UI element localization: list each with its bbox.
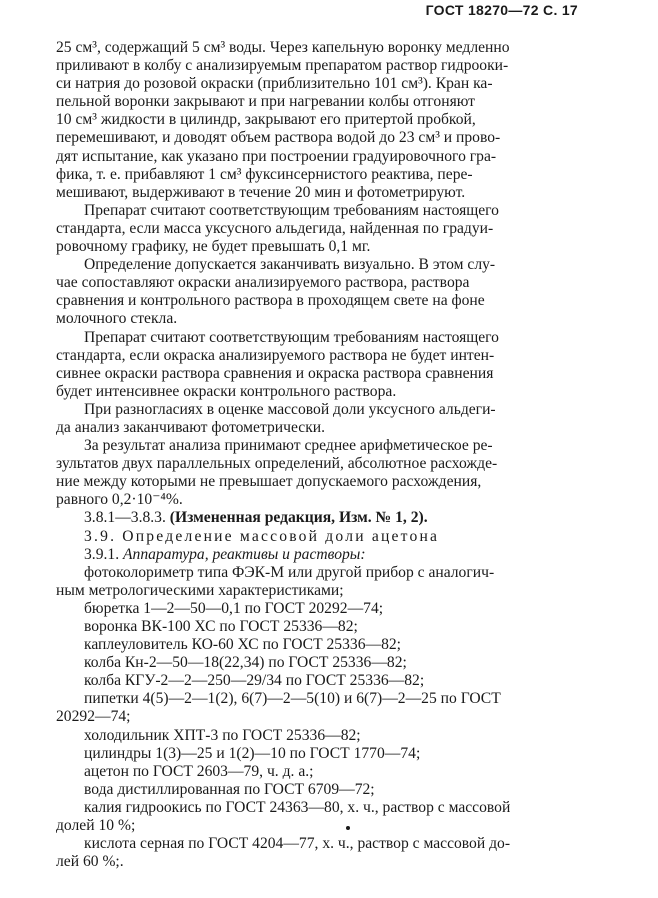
text-line: сравнения и контрольного раствора в проходящем свете на фоне — [56, 292, 485, 310]
paragraph — [56, 437, 576, 509]
text-line: зультатов двух параллельных определений, абсолютное расхожде- — [56, 455, 498, 473]
text-line: 10 см³ жидкости в цилиндр, закрывают его притертой пробкой, — [56, 111, 476, 129]
equipment-item: фотоколориметр типа ФЭК-М или другой прибор с аналогич- — [84, 563, 495, 581]
section-3-9-heading: 3.9. Определение массовой доли ацетона — [84, 527, 440, 545]
equipment-item: долей 10 %; — [56, 817, 136, 835]
text-line: 25 см³, содержащий 5 см³ воды. Через капельную воронку медленно — [56, 39, 510, 56]
text-line: равного 0,2·10⁻⁴%. — [56, 491, 183, 509]
text-line: мешивают, выдерживают в течение 20 мин и фотометрируют. — [56, 183, 466, 201]
text-line: молочного стекла. — [56, 310, 178, 328]
text-line: да анализ заканчивают фотометрически. — [56, 418, 326, 436]
equipment-item: лей 60 %;. — [56, 853, 124, 871]
text-line: приливают в колбу с анализируемым препаратом раствор гидрооки- — [56, 57, 509, 75]
equipment-item: кислота серная по ГОСТ 4204—77, х. ч., раствор с массовой до- — [84, 835, 511, 853]
amendment-note: (Измененная редакция, Изм. № 1, 2). — [169, 509, 428, 527]
text-line: Препарат считают соответствующим требованиям настоящего — [84, 201, 499, 219]
page-dot-mark — [346, 826, 350, 830]
text-line: дят испытание, как указано при построении градуировочного гра- — [56, 147, 497, 165]
text-line: ние между которыми не превышает допускаемого расхождения, — [56, 473, 482, 491]
paragraphs-container — [56, 39, 576, 509]
equipment-item: колба Кн-2—50—18(22,34) по ГОСТ 25336—82; — [84, 654, 407, 672]
paragraph — [56, 39, 576, 202]
equipment-item: каплеуловитель КО-60 ХС по ГОСТ 25336—82; — [84, 636, 402, 654]
equipment-item: воронка ВК-100 ХС по ГОСТ 25336—82; — [84, 618, 358, 635]
equipment-item: калия гидроокись по ГОСТ 24363—80, х. ч., раствор с массовой — [84, 798, 511, 816]
text-line: Препарат считают соответствующим требованиям настоящего — [84, 328, 499, 346]
equipment-item: бюретка 1—2—50—0,1 по ГОСТ 20292—74; — [84, 599, 384, 617]
section-3-9-1 — [56, 546, 576, 564]
equipment-item: ацетон по ГОСТ 2603—79, ч. д. а.; — [84, 762, 314, 780]
text-line: При разногласиях в оценке массовой доли уксусного альдеги- — [84, 400, 496, 418]
text-line: чае сопоставляют окраски анализируемого раствора, раствора — [56, 274, 470, 292]
text-line: ровочному графику, не будет превышать 0,1 мг. — [56, 238, 371, 256]
text-line: фика, т. е. прибавляют 1 см³ фуксинсернистого реактива, пере- — [56, 165, 473, 183]
text-line: За результат анализа принимают среднее арифметическое ре- — [84, 437, 493, 455]
text-line: перемешивают, и доводят объем раствора водой до 23 см³ и прово- — [56, 129, 501, 147]
document-body — [56, 39, 576, 871]
paragraph — [56, 329, 576, 401]
equipment-item: ным метрологическими характеристиками; — [56, 581, 344, 599]
text-line: будет интенсивнее окраски контрольного раствора. — [56, 382, 397, 400]
equipment-item: 20292—74; — [56, 708, 131, 726]
section-3-8-1-note — [56, 509, 576, 527]
text-line: си натрия до розовой окраски (приблизительно 101 см³). Кран ка- — [56, 75, 493, 93]
equipment-item: цилиндры 1(3)—25 и 1(2)—10 по ГОСТ 1770—74; — [84, 744, 421, 762]
equipment-item: вода дистиллированная по ГОСТ 6709—72; — [84, 780, 375, 798]
paragraph — [56, 256, 576, 328]
text-line: сивнее окраски раствора сравнения и окраска раствора сравнения — [56, 364, 494, 382]
running-header: ГОСТ 18270—72 С. 17 — [425, 2, 578, 18]
section-3-9-1-title: Аппаратура, реактивы и растворы: — [123, 545, 366, 563]
equipment-item: колба КГУ-2—2—250—29/34 по ГОСТ 25336—82; — [84, 672, 425, 690]
section-3-8-1-number: 3.8.1—3.8.3. — [84, 509, 166, 527]
equipment-item: холодильник ХПТ-3 по ГОСТ 25336—82; — [84, 726, 361, 744]
section-3-9-1-number: 3.9.1. — [84, 545, 120, 563]
text-line: стандарта, если масса уксусного альдегида, найденная по градуи- — [56, 219, 494, 237]
equipment-list — [56, 564, 576, 872]
paragraph — [56, 202, 576, 256]
paragraph — [56, 401, 576, 437]
text-line: пельной воронки закрывают и при нагревании колбы отгоняют — [56, 93, 475, 111]
text-line: Определение допускается заканчивать визуально. В этом слу- — [84, 256, 496, 274]
text-line: стандарта, если окраска анализируемого раствора не будет интен- — [56, 346, 495, 364]
equipment-item: пипетки 4(5)—2—1(2), 6(7)—2—5(10) и 6(7)—2—25 по ГОСТ — [84, 690, 501, 708]
